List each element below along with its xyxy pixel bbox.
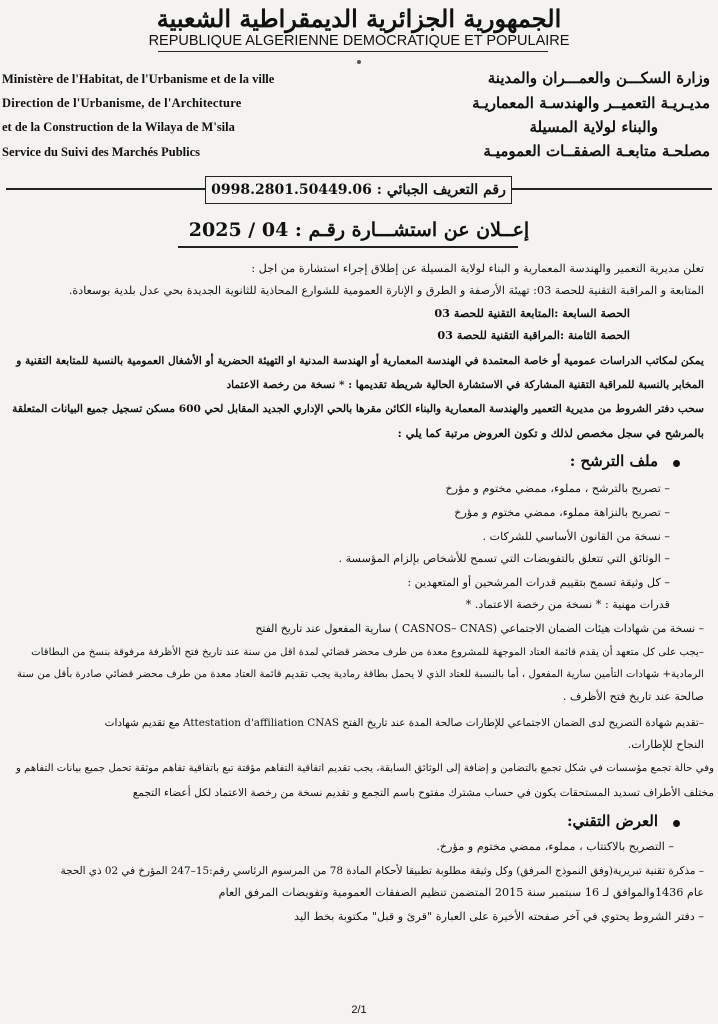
candidacy-item: – تصريح بالنزاهة مملوء، ممضي مختوم و مؤرخ [454,506,670,519]
lot-seven: الحصة السابعة :المتابعة التقنية للحصة 03 [434,306,630,320]
eligibility-line: بالمرشح في سجل مخصص لذلك و تكون العروض مرتبة كما يلي : [397,426,704,440]
candidacy-item: – الوثائق التي تتعلق بالتفويضات التي تسمح للأشخاص بإلزام المؤسسة . [338,552,670,565]
section-technical-title: العرض التقني: [566,812,658,830]
divider-right [512,188,712,190]
service-ar: مصلحـة متابعـة الصفقــات العموميـة [483,142,710,160]
direction-fr: Direction de l'Urbanisme, de l'Architecture [2,96,242,110]
grouping-note: مختلف الأطراف تسديد المستحقات يكون في حساب مشترك مفتوح باسم التجمع و تقديم نسخة من رخصة الاعتماد لكل أعضاء التجمع [132,787,714,799]
candidacy-item: النجاح للإطارات. [627,738,704,751]
construction-ar: والبناء لولاية المسيلة [529,118,658,136]
candidacy-item: صالحة عند تاريخ فتح الأظرف . [562,690,704,703]
candidacy-item: –يجب على كل متعهد أن يقدم قائمة العتاد الموجهة للمشروع معدة من طرف محضر قضائي لمدة اقل من سنة عند تاريخ فتح الأظرفة مرفوقة بنسخ من البطاقات [31,647,704,658]
republic-title-fr: REPUBLIQUE ALGERIENNE DEMOCRATIQUE ET POPULAIRE [148,33,570,49]
bullet-icon [673,460,680,467]
intro-line: تعلن مديرية التعمير والهندسة المعمارية و البناء لولاية المسيلة عن إطلاق إجراء استشارة من اجل : [251,262,704,275]
lot-eight: الحصة الثامنة :المراقبة التقنية للحصة 03 [437,328,630,342]
technical-item: عام 1436والموافق لـ 16 سبتمبر سنة 2015 المتضمن تنظيم الصفقات العمومية وتفويضات المرفق العام [218,886,704,899]
candidacy-item: – كل وثيقة تسمح بتقييم قدرات المرشحين أو المتعهدين : [407,576,670,589]
technical-item: – مذكرة تقنية تبريرية(وفق النموذج المرفق) وكل وثيقة مطلوبة تطبيقا لأحكام المادة 78 من المرسوم الرئاسي رقم:15–247 المؤرخ في 02 ذي الحجة [60,865,704,877]
title-underline [178,246,518,248]
intro-line: المتابعة و المراقبة التقنية للحصة 03: تهيئة الأرصفة و الطرق و الإنارة العمومية للشوارع المحاذية للثانوية الجديدة بحي عدل بلدية بوسعادة. [68,284,704,297]
eligibility-line: يمكن لمكاتب الدراسات عمومية أو خاصة المعتمدة في الهندسة المعمارية أو الهندسة المدنية او التهيئة الحضرية أو الأشغال العمومية بالنسبة للمتابعة التقنية و [16,355,704,367]
bullet-icon [673,820,680,827]
candidacy-item: – نسخة من القانون الأساسي للشركات . [482,530,670,543]
eligibility-line: سحب دفتر الشروط من مديرية التعمير والهندسة المعمارية والبناء الكائن مقرها بالحي الإداري الجديد المقابل لحي 600 مسكن تسجيل جميع البيانات المتعلقة [12,403,704,415]
grouping-note: وفي حالة تجمع مؤسسات في شكل تجمع بالتضامن و إضافة إلى الوثائق السابقة، يجب تقديم اتفاقية التفاهم مؤقتة تبع باتفاقية تفاهم موثقة تحمل جميع بيانات التفاهم و [15,763,714,774]
header-dot [357,60,361,64]
service-fr: Service du Suivi des Marchés Publics [2,145,201,159]
ministry-ar: وزارة السكـــن والعمـــران والمدينة [487,69,710,87]
page-number: 2/1 [351,1004,367,1016]
construction-fr: et de la Construction de la Wilaya de M'sila [2,120,235,134]
candidacy-item: – نسخة من شهادات هيئات الضمان الاجتماعي (CASNOS– CNAS ) سارية المفعول عند تاريخ الفتح [255,622,704,635]
ministry-fr: Ministère de l'Habitat, de l'Urbanisme et de la ville [2,72,275,86]
divider-left [6,188,205,190]
technical-item: – دفتر الشروط يحتوي في آخر صفحته الأخيرة على العبارة "قرئ و قبل" مكتوبة بخط اليد [294,910,704,923]
candidacy-item: الرمادية+ شهادات التأمين سارية المفعول ، أما بالنسبة للعتاد الذي لا يحمل بطاقة رمادية يجب تقديم قائمة العتاد معدة من طرف محضر قضائي صادرة بأقل من سنة [17,669,704,680]
direction-ar: مديـريـة التعميــر والهندسـة المعماريـة [472,94,710,112]
tax-id-box: رقم التعريف الجبائي : 0998.2801.50449.06 [205,176,512,204]
candidacy-item: –تقديم شهادة التصريح لدى الضمان الاجتماعي للإطارات صالحة المدة عند تاريخ الفتح Attestation d'affiliation CNAS مع تقديم شهادات [104,717,704,729]
section-candidacy-title: ملف الترشح : [569,452,658,470]
republic-underline [158,51,548,52]
announcement-title: إعــلان عن استشـــارة رقـم : 04 / 2025 [188,219,530,241]
candidacy-item: – تصريح بالترشح ، مملوء، ممضي مختوم و مؤرخ [445,482,670,495]
candidacy-item: قدرات مهنية : * نسخة من رخصة الاعتماد. * [465,598,670,611]
technical-item: – التصريح بالاكتتاب ، مملوء، ممضي مختوم و مؤرخ. [436,840,674,853]
eligibility-line: المخابر بالنسبة للمراقبة التقنية المشاركة في الاستشارة الحالية شريطة تقديمها : * نسخة من رخصة الاعتماد [226,379,704,391]
republic-title-ar: الجمهورية الجزائرية الديمقراطية الشعبية [156,4,562,33]
